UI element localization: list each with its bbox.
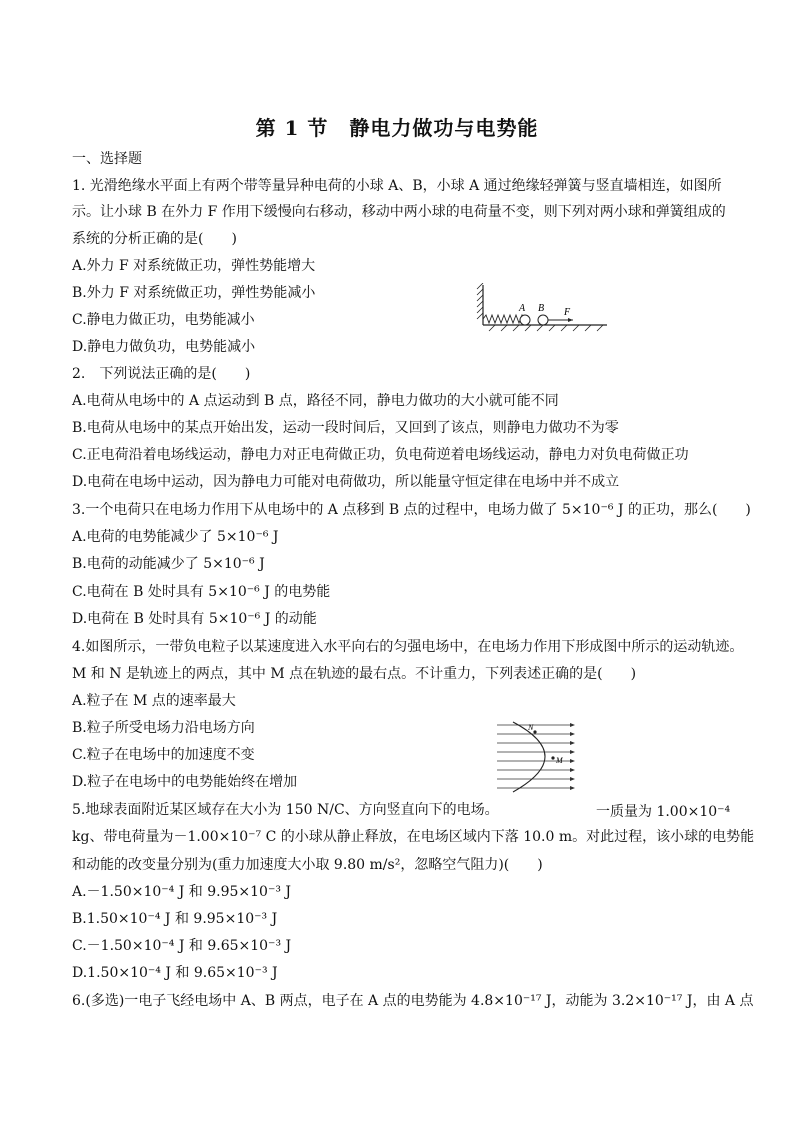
q5-option-c: C.－1.50×10⁻⁴ J 和 9.65×10⁻³ J [72, 938, 292, 954]
q2-option-b: B.电荷从电场中的某点开始出发，运动一段时间后，又回到了该点，则静电力做功不为零 [72, 420, 619, 436]
q1-option-c: C.静电力做正功，电势能减小 [72, 312, 255, 328]
q1-option-a: A.外力 F 对系统做正功，弹性势能增大 [72, 258, 316, 274]
q4-option-a: A.粒子在 M 点的速率最大 [72, 693, 236, 709]
label-f: F [564, 307, 571, 318]
q3-option-b: B.电荷的动能减少了 5×10⁻⁶ J [72, 556, 265, 572]
q5-stem-2: kg、带电荷量为－1.00×10⁻⁷ C 的小球从静止释放，在电场区域内下落 10.0 m。对此过程，该小球的电势能 [72, 829, 755, 845]
q5-stem-1-right: 一质量为 1.00×10⁻⁴ [596, 804, 731, 820]
q3-stem: 3.一个电荷只在电场力作用下从电场中的 A 点移到 B 点的过程中，电场力做了 5×10⁻⁶ J 的正功，那么( ) [72, 502, 751, 518]
q5-option-a: A.－1.50×10⁻⁴ J 和 9.95×10⁻³ J [72, 884, 292, 900]
label-b: B [538, 303, 545, 314]
q5-stem-1: 5.地球表面附近某区域存在大小为 150 N/C、方向竖直向下的电场。 [72, 802, 499, 818]
q2-option-c: C.正电荷沿着电场线运动，静电力对正电荷做正功，负电荷逆着电场线运动，静电力对负电荷做正功 [72, 447, 689, 463]
q2-stem: 2. 下列说法正确的是( ) [72, 366, 251, 382]
q1-stem-1: 1. 光滑绝缘水平面上有两个带等量异种电荷的小球 A、B，小球 A 通过绝缘轻弹簧与竖直墙相连，如图所 [72, 178, 722, 194]
label-n: N [528, 723, 534, 732]
q4-stem-1: 4.如图所示，一带负电粒子以某速度进入水平向右的匀强电场中，在电场力作用下形成图中所示的运动轨迹。 [72, 639, 744, 655]
spring-ball-figure [475, 283, 615, 333]
q2-option-d: D.电荷在电场中运动，因为静电力可能对电荷做功，所以能量守恒定律在电场中并不成立 [72, 474, 620, 490]
q1-option-b: B.外力 F 对系统做正功，弹性势能减小 [72, 285, 316, 301]
q3-option-a: A.电荷的电势能减少了 5×10⁻⁶ J [72, 529, 279, 545]
label-m: M [556, 756, 563, 765]
ball-a [520, 315, 530, 325]
ball-b [538, 315, 548, 325]
section-heading: 一、选择题 [72, 151, 142, 167]
q1-option-d: D.静电力做负功，电势能减小 [72, 339, 256, 355]
q4-option-d: D.粒子在电场中的电势能始终在增加 [72, 774, 298, 790]
q5-option-d: D.1.50×10⁻⁴ J 和 9.65×10⁻³ J [72, 965, 278, 981]
q1-stem-2: 示。让小球 B 在外力 F 作用下缓慢向右移动，移动中两小球的电荷量不变，则下列对两小球和弹簧组成的 [72, 204, 726, 220]
q4-stem-2: M 和 N 是轨迹上的两点，其中 M 点在轨迹的最右点。不计重力，下列表述正确的是( ) [72, 666, 637, 682]
label-a: A [519, 303, 526, 314]
page-title: 第 1 节 静电力做功与电势能 [255, 116, 539, 140]
q2-option-a: A.电荷从电场中的 A 点运动到 B 点，路径不同，静电力做功的大小就可能不同 [72, 393, 559, 409]
q6-stem: 6.(多选)一电子飞经电场中 A、B 两点，电子在 A 点的电势能为 4.8×10⁻¹⁷ J，动能为 3.2×10⁻¹⁷ J，由 A 点 [72, 993, 754, 1009]
q3-option-d: D.电荷在 B 处时具有 5×10⁻⁶ J 的动能 [72, 611, 317, 627]
trajectory [513, 722, 545, 792]
q1-stem-3: 系统的分析正确的是( ) [72, 231, 237, 247]
q5-stem-3: 和动能的改变量分别为(重力加速度大小取 9.80 m/s²，忽略空气阻力)( ) [72, 857, 543, 873]
q5-option-b: B.1.50×10⁻⁴ J 和 9.95×10⁻³ J [72, 911, 278, 927]
field-trajectory-figure [495, 720, 581, 794]
q4-option-c: C.粒子在电场中的加速度不变 [72, 747, 255, 763]
q4-option-b: B.粒子所受电场力沿电场方向 [72, 720, 255, 736]
q3-option-c: C.电荷在 B 处时具有 5×10⁻⁶ J 的电势能 [72, 584, 331, 600]
